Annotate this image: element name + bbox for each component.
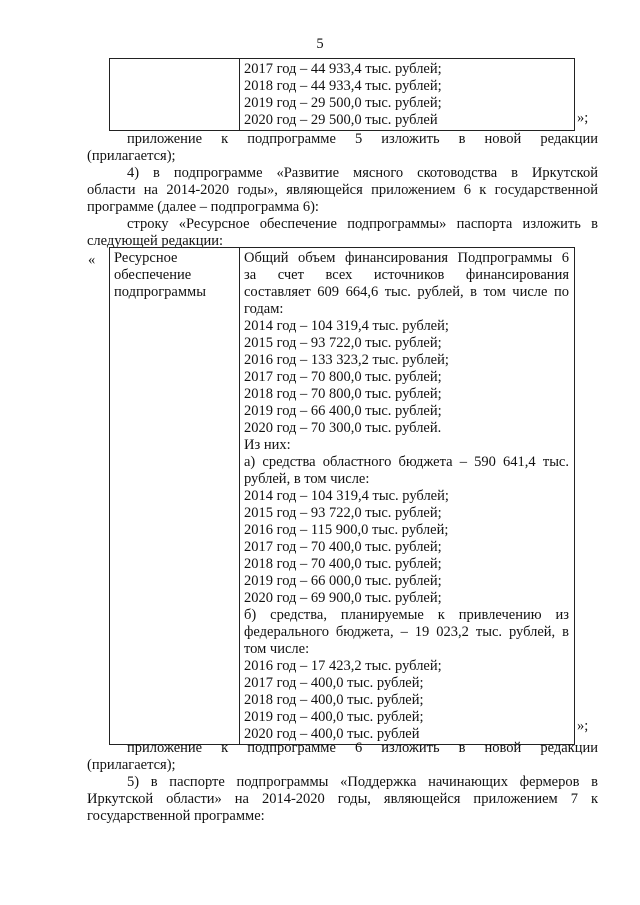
year-line: 2016 год – 115 900,0 тыс. рублей;	[244, 522, 449, 538]
paragraph-line: (прилагается);	[87, 757, 176, 773]
year-line: 2019 год – 66 000,0 тыс. рублей;	[244, 573, 442, 589]
resource-label-cell	[110, 248, 240, 745]
paragraph-line: 4) в подпрограмме «Развитие мясного скотоводства в Иркутской	[127, 165, 598, 181]
year-line: 2014 год – 104 319,4 тыс. рублей;	[244, 318, 449, 334]
paragraph-line: следующей редакции:	[87, 233, 224, 249]
page-number: 5	[316, 36, 324, 52]
year-line: 2015 год – 93 722,0 тыс. рублей;	[244, 335, 442, 351]
paragraph-appendix-5	[87, 131, 598, 165]
paragraph-line: 5) в паспорте подпрограммы «Поддержка начинающих фермеров в	[127, 774, 598, 790]
paragraph-line: Иркутской области» на 2014-2020 годы, являющейся приложением 7 к	[87, 791, 598, 807]
year-line: 2017 год – 400,0 тыс. рублей;	[244, 675, 424, 691]
table1-right-cell	[240, 59, 575, 131]
table2-open-quote: «	[88, 252, 96, 268]
year-line: 2019 год – 66 400,0 тыс. рублей;	[244, 403, 442, 419]
table1-close-quote: »;	[577, 110, 589, 126]
table1-line: 2018 год – 44 933,4 тыс. рублей;	[244, 78, 442, 94]
paragraph-line: (прилагается);	[87, 148, 176, 164]
federal-budget-line: б) средства, планируемые к привлечению из	[244, 607, 569, 623]
federal-budget-line: федерального бюджета, – 19 023,2 тыс. рублей, в	[244, 624, 569, 640]
table1-line: 2019 год – 29 500,0 тыс. рублей;	[244, 95, 442, 111]
paragraph-line: государственной программе:	[87, 808, 265, 824]
year-line: 2020 год – 69 900,0 тыс. рублей;	[244, 590, 442, 606]
year-line: 2019 год – 400,0 тыс. рублей;	[244, 709, 424, 725]
paragraph-line: области на 2014-2020 годы», являющейся приложением 6 к государственной	[87, 182, 598, 198]
total-funding-line: Общий объем финансирования Подпрограммы 6	[244, 250, 569, 266]
table1-line: 2017 год – 44 933,4 тыс. рублей;	[244, 61, 442, 77]
table1-left-cell	[110, 59, 240, 131]
paragraph-line: приложение к подпрограмме 5 изложить в новой редакции	[127, 131, 598, 147]
resource-value-cell	[240, 248, 575, 745]
year-line: 2020 год – 70 300,0 тыс. рублей.	[244, 420, 442, 436]
resource-label-line: подпрограммы	[114, 284, 206, 300]
year-line: 2017 год – 70 400,0 тыс. рублей;	[244, 539, 442, 555]
year-line: 2020 год – 400,0 тыс. рублей	[244, 726, 420, 742]
resource-table	[109, 247, 575, 745]
funding-table-continued	[109, 58, 575, 131]
paragraph-line: строку «Ресурсное обеспечение подпрограммы» паспорта изложить в	[127, 216, 598, 232]
year-line: том числе:	[244, 641, 310, 657]
year-line: рублей, в том числе:	[244, 471, 370, 487]
paragraph-line: приложение к подпрограмме 6 изложить в новой редакции	[127, 740, 598, 756]
paragraph-appendix-6	[87, 740, 598, 774]
year-line: 2014 год – 104 319,4 тыс. рублей;	[244, 488, 449, 504]
year-line: 2016 год – 133 323,2 тыс. рублей;	[244, 352, 449, 368]
year-line: годам:	[244, 301, 284, 317]
year-line: 2018 год – 70 400,0 тыс. рублей;	[244, 556, 442, 572]
regional-budget-line: а) средства областного бюджета – 590 641,4 тыс.	[244, 454, 569, 470]
total-funding-line: составляет 609 664,6 тыс. рублей, в том числе по	[244, 284, 569, 300]
year-line: 2015 год – 93 722,0 тыс. рублей;	[244, 505, 442, 521]
resource-label-line: обеспечение	[114, 267, 192, 283]
table2-close-quote: »;	[577, 718, 589, 734]
year-line: Из них:	[244, 437, 291, 453]
year-line: 2018 год – 400,0 тыс. рублей;	[244, 692, 424, 708]
paragraph-line: программе (далее – подпрограмма 6):	[87, 199, 319, 215]
year-line: 2017 год – 70 800,0 тыс. рублей;	[244, 369, 442, 385]
year-line: 2018 год – 70 800,0 тыс. рублей;	[244, 386, 442, 402]
paragraph-resource-row	[87, 216, 598, 250]
resource-label-line: Ресурсное	[114, 250, 178, 266]
year-line: 2016 год – 17 423,2 тыс. рублей;	[244, 658, 442, 674]
paragraph-item-5	[87, 774, 598, 825]
total-funding-line: за счет всех источников финансирования	[244, 267, 569, 283]
table1-line: 2020 год – 29 500,0 тыс. рублей	[244, 112, 438, 128]
paragraph-item-4	[87, 165, 598, 216]
